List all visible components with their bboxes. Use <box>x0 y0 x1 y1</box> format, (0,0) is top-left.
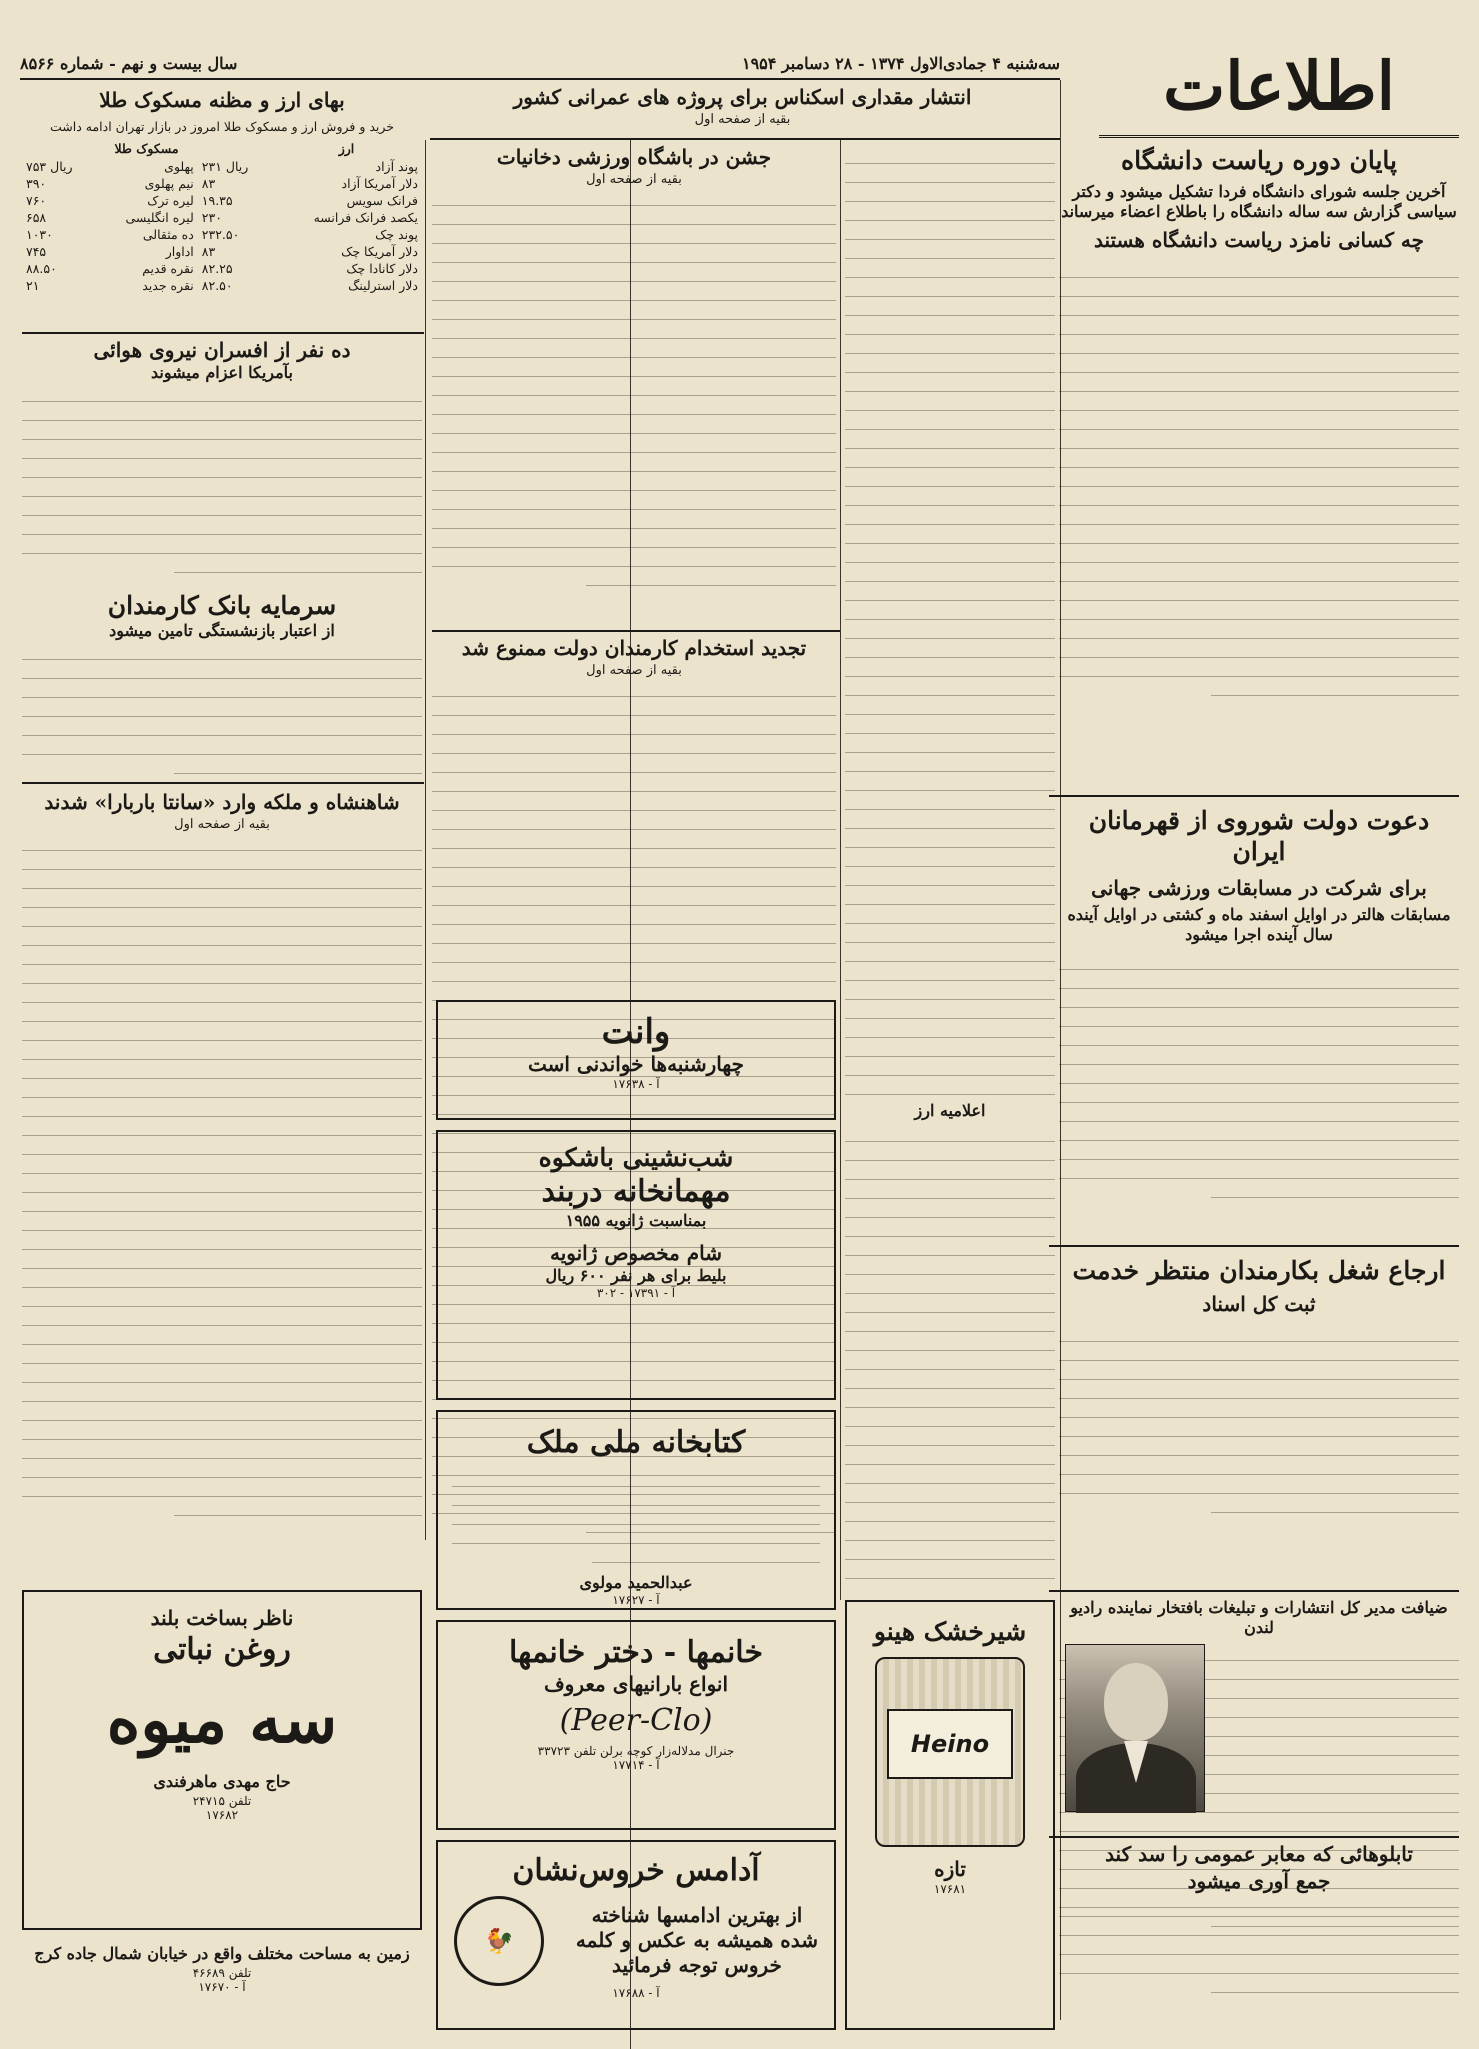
bank-article <box>22 590 422 780</box>
darband-venue: مهمانخانه دربند <box>541 1174 731 1210</box>
banknote-article <box>430 85 1055 135</box>
currency-announcement-title: اعلامیه ارز <box>914 1101 986 1120</box>
employ-headline: تجدید استخدام کارمندان دولت ممنوع شد <box>461 636 807 660</box>
darband-occasion: بمناسبت ژانویه ۱۹۵۵ <box>565 1210 707 1230</box>
rooster-icon: 🐓 <box>454 1896 544 1986</box>
sports-headline: جشن در باشگاه ورزشی دخانیات <box>496 145 772 169</box>
milk-brand: شیرخشک هینو <box>873 1617 1027 1646</box>
shah-article <box>22 790 422 1580</box>
library-ad <box>436 1410 836 1610</box>
milk-tin <box>875 1657 1025 1847</box>
wednesday-code: آ - ۱۷۶۳۸ <box>612 1077 660 1091</box>
peerclo-address: جنرال مدلاله‌زار کوچه برلن تلفن ۳۳۷۲۳ <box>537 1743 735 1758</box>
oil-brand: سه میوه <box>106 1682 338 1758</box>
table-row: دلار آمریکا آزاد ۸۳ نیم پهلوی ۳۹۰ <box>26 176 418 191</box>
adames-ad <box>436 1840 836 2030</box>
peerclo-code: آ - ۱۷۷۱۴ <box>612 1757 660 1772</box>
peerclo-brand: (Peer-Clo) <box>559 1702 713 1738</box>
wednesday-line: چهارشنبه‌ها خواندنی است <box>528 1052 744 1076</box>
milk-code: ۱۷۶۸۱ <box>933 1882 967 1897</box>
party-headline: ضیافت مدیر کل انتشارات و تبلیغات بافتخار نماینده رادیو لندن <box>1070 1598 1448 1637</box>
boards-headline: تابلوهائی که معابر عمومی را سد کند <box>1105 1842 1413 1866</box>
airforce-sub: بآمریکا اعزام میشوند <box>151 363 293 382</box>
bank-headline: سرمایه بانک کارمندان <box>107 591 337 620</box>
library-signature: عبدالحمید مولوی <box>579 1572 693 1592</box>
peerclo-title: خانمها - دختر خانمها <box>509 1635 763 1670</box>
oil-maker: حاج مهدی ماهرفندی <box>153 1771 291 1791</box>
banknote-cont: بقیه از صفحه اول <box>694 112 791 127</box>
currency-headline: بهای ارز و مظنه مسکوک طلا <box>99 88 345 112</box>
banknote-headline: انتشار مقداری اسکناس برای پروژه های عمرانی کشور <box>513 85 972 109</box>
sports-cont: بقیه از صفحه اول <box>586 172 682 187</box>
university-headline: پایان دوره ریاست دانشگاه <box>1120 146 1397 175</box>
university-article <box>1059 145 1459 785</box>
airforce-article <box>22 338 422 578</box>
table-row: دلار کانادا چک ۸۲.۲۵ نقره قدیم ۸۸.۵۰ <box>26 261 418 276</box>
darband-code: آ - ۱۷۳۹۱ - ۳۰۲ <box>596 1285 676 1300</box>
table-row: پوند آزاد ۲۳۱ ریال پهلوی ۷۵۳ ریال <box>26 159 418 174</box>
land-ad <box>22 1944 422 2034</box>
darband-ticket: بلیط برای هر نفر ۶۰۰ ریال <box>545 1265 727 1285</box>
peerclo-line: انواع بارانیهای معروف <box>543 1671 729 1696</box>
jobs-article <box>1059 1255 1459 1575</box>
adames-code: آ - ۱۷۶۸۸ <box>612 1985 660 2000</box>
wednesday-ad <box>436 1000 836 1120</box>
shah-headline: شاهنشاه و ملکه وارد «سانتا باربارا» شدند <box>44 790 400 814</box>
land-code: آ - ۱۷۶۷۰ <box>198 1980 246 1994</box>
fx-header: ارز <box>338 141 355 157</box>
table-row: فرانک سویس ۱۹.۳۵ لیره ترک ۷۶۰ <box>26 193 418 208</box>
wednesday-brand: وانت <box>601 1012 671 1052</box>
peerclo-ad <box>436 1620 836 1830</box>
university-sub2: چه کسانی نامزد ریاست دانشگاه هستند <box>1093 228 1425 253</box>
sports-council-article <box>1059 805 1459 1225</box>
land-phone: تلفن ۴۶۶۸۹ <box>192 1966 252 1980</box>
table-row: دلار آمریکا چک ۸۳ اداوار ۷۴۵ <box>26 244 418 259</box>
table-row: پوند چک ۲۳۲.۵۰ ده مثقالی ۱۰۳۰ <box>26 227 418 242</box>
date-strip <box>20 48 1060 80</box>
sports-council-headline: دعوت دولت شوروی از قهرمانان ایران <box>1088 806 1430 867</box>
land-line: زمین به مساحت مختلف واقع در خیابان شمال جاده کرج <box>34 1944 410 1963</box>
adames-line1: از بهترین ادامسها شناخته <box>591 1903 803 1927</box>
oil-line1: ناظر بساخت بلند <box>150 1606 294 1630</box>
library-title: کتابخانه ملی ملک <box>526 1425 746 1460</box>
issue-line: سال بیست و نهم - شماره ۸۵۶۶ <box>20 53 238 73</box>
bank-sub: از اعتبار بازنشستگی تامین میشود <box>109 621 335 641</box>
oil-phone: تلفن ۲۴۷۱۵ <box>192 1793 252 1808</box>
currency-intro: خرید و فروش ارز و مسکوک طلا امروز در بازار تهران ادامه داشت <box>50 119 394 134</box>
sports-article <box>432 145 836 625</box>
adames-line2: شده همیشه به عکس و کلمه <box>575 1928 819 1952</box>
employ-cont: بقیه از صفحه اول <box>586 663 682 678</box>
milk-tag: تازه <box>934 1857 966 1882</box>
boards-sub: جمع آوری میشود <box>1187 1869 1331 1893</box>
library-code: آ - ۱۷۶۲۷ <box>612 1592 660 1607</box>
oil-ad <box>22 1590 422 1930</box>
milk-tin-label: Heino <box>887 1709 1013 1779</box>
banknote-body <box>845 145 1055 1585</box>
adames-line3: خروس توجه فرمائید <box>612 1953 782 1977</box>
airforce-headline: ده نفر از افسران نیروی هوائی <box>93 338 351 362</box>
newspaper-logo: اطلاعات <box>1099 36 1459 138</box>
jobs-headline: ارجاع شغل بکارمندان منتظر خدمت <box>1072 1256 1446 1285</box>
sports-council-sub: برای شرکت در مسابقات ورزشی جهانی <box>1091 875 1427 900</box>
boards-article <box>1059 1842 1459 2032</box>
darband-title: شب‌نشینی باشکوه <box>538 1143 734 1172</box>
milk-ad <box>845 1600 1055 2030</box>
jobs-sub: ثبت کل اسناد <box>1202 1292 1316 1317</box>
sports-council-sub2: مسابقات هالتر در اوایل اسفند ماه و کشتی در اوایل آینده سال آینده اجرا میشود <box>1067 904 1451 944</box>
currency-table <box>22 140 422 294</box>
adames-title: آدامس خروس‌نشان <box>512 1853 760 1888</box>
shah-cont: بقیه از صفحه اول <box>174 817 270 832</box>
gold-header: مسکوک طلا <box>114 141 179 157</box>
currency-article <box>22 88 422 328</box>
table-row: دلار استرلینگ ۸۲.۵۰ نقره جدید ۲۱ <box>26 278 418 293</box>
table-row: یکصد فرانک فرانسه ۲۳۰ لیره انگلیسی ۶۵۸ <box>26 210 418 225</box>
university-sub: آخرین جلسه شورای دانشگاه فردا تشکیل میشود و دکتر سیاسی گزارش سه ساله دانشگاه را باطلاع اعضاء میرساند <box>1061 182 1457 222</box>
portrait-photo <box>1065 1644 1205 1812</box>
oil-code: ۱۷۶۸۲ <box>205 1807 239 1822</box>
oil-line2: روغن نباتی <box>153 1632 291 1667</box>
darband-ad <box>436 1130 836 1400</box>
darband-dinner: شام مخصوص ژانویه <box>549 1240 723 1265</box>
date-line: سه‌شنبه ۴ جمادی‌الاول ۱۳۷۴ - ۲۸ دسامبر ۱۹۵۴ <box>741 53 1060 73</box>
